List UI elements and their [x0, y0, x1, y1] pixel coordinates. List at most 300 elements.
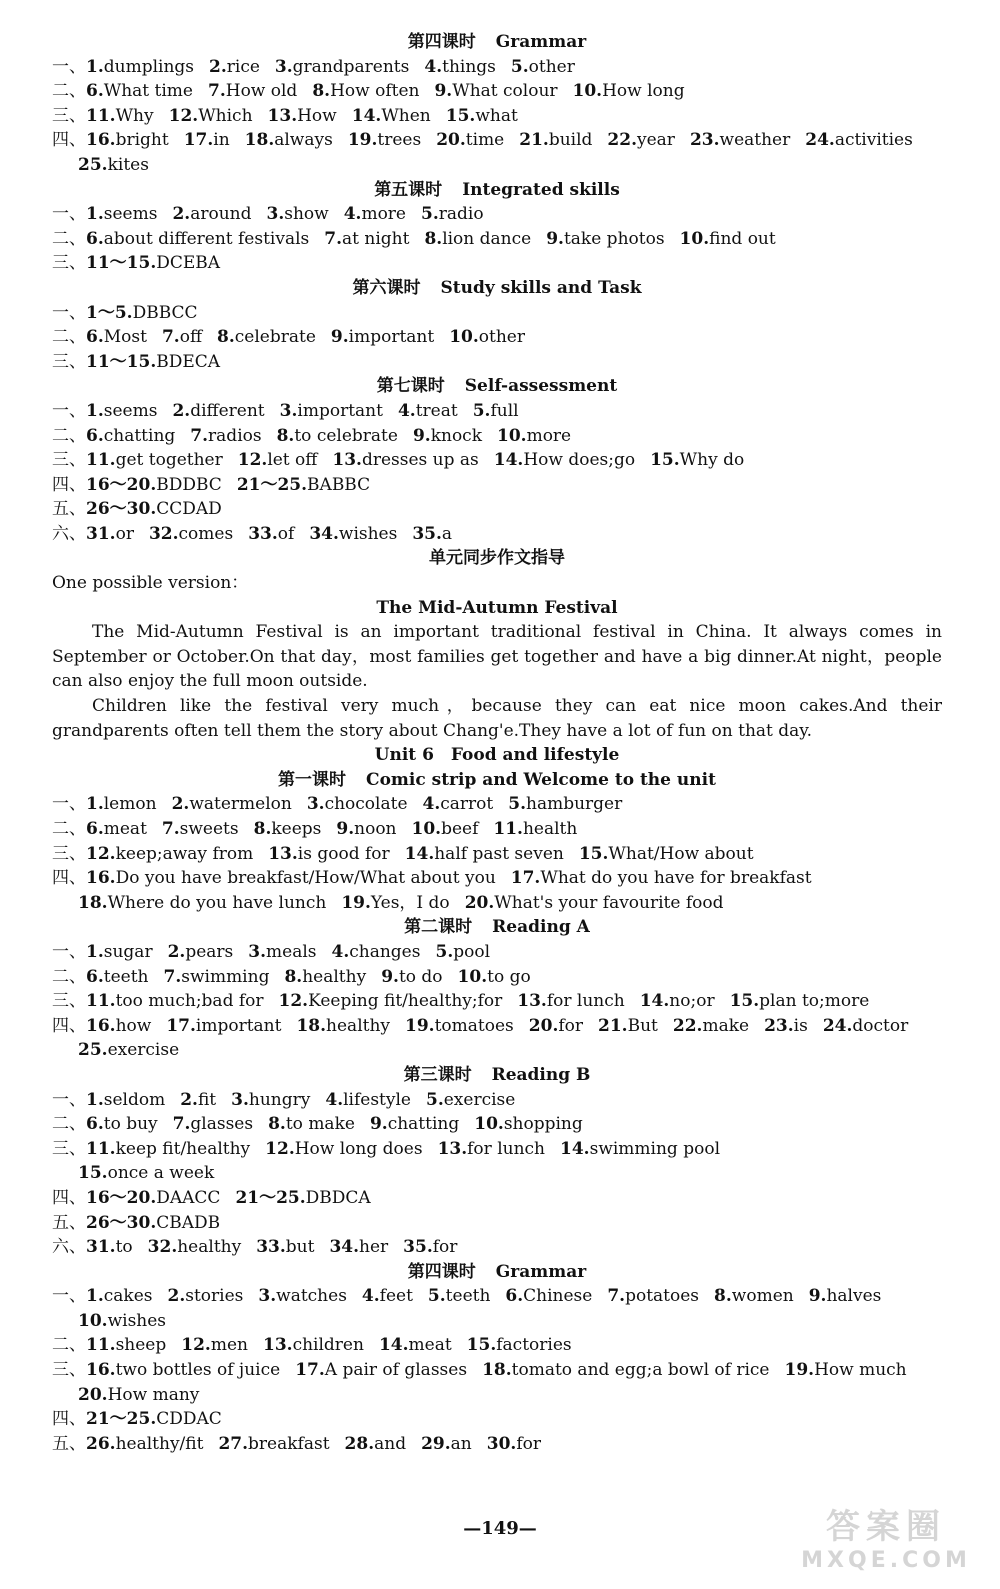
answer-number: 15.	[578, 843, 609, 864]
answer-line	[52, 448, 942, 473]
answer-text: half past seven	[434, 843, 564, 864]
answer-number: 6.	[86, 228, 104, 249]
answer-text: for	[432, 1237, 458, 1258]
answer-number: 23.	[689, 130, 720, 151]
section-heading-en: Grammar	[495, 1261, 587, 1282]
answer-item	[458, 965, 531, 990]
answer-item	[169, 104, 253, 129]
answer-line	[52, 1407, 942, 1432]
answer-number: 3.	[258, 1286, 277, 1307]
answer-number: 3.	[266, 204, 285, 225]
answer-number: 15.	[466, 1335, 497, 1356]
answer-item	[86, 1235, 133, 1260]
answer-text: chatting	[103, 425, 176, 446]
answer-number: 1.	[86, 941, 104, 962]
answer-part-label: 一、	[52, 794, 86, 815]
answer-item	[86, 325, 147, 350]
answer-text: to do	[398, 966, 443, 987]
answer-text: other	[478, 327, 525, 348]
answer-number: 19.	[341, 892, 371, 913]
answer-text: lion dance	[442, 228, 532, 249]
answer-text: more	[361, 204, 406, 225]
answer-text: Yes，I do	[370, 892, 450, 913]
answer-text: to make	[285, 1114, 355, 1135]
answer-number: 16.	[86, 868, 116, 889]
answer-text: watches	[276, 1286, 347, 1307]
answer-line	[52, 301, 942, 326]
answer-number: 3.	[274, 56, 293, 77]
answer-number: 13.	[437, 1138, 468, 1159]
section-heading-en: Integrated skills	[462, 179, 620, 200]
answer-part-label: 一、	[52, 1286, 86, 1307]
answer-item	[78, 1309, 166, 1334]
answer-item	[823, 1014, 908, 1039]
answer-item	[86, 522, 134, 547]
answer-item	[172, 399, 264, 424]
answer-number: 14.	[493, 450, 524, 471]
answer-number: 2.	[171, 794, 190, 815]
answer-number: 10.	[411, 819, 442, 839]
answer-number: 2.	[172, 400, 191, 421]
answer-item	[511, 866, 812, 891]
answer-text: pool	[453, 941, 491, 962]
answer-text: a	[441, 523, 453, 544]
answer-item	[511, 55, 575, 80]
answer-text: How	[297, 105, 337, 126]
watermark-url: MXQE.COM	[801, 1548, 971, 1573]
answer-part-label: 五、	[52, 1212, 86, 1233]
answer-part-label: 三、	[52, 351, 86, 372]
answer-text: important	[297, 400, 383, 421]
answer-text: grandparents	[292, 56, 410, 77]
answer-number: 14.	[560, 1138, 590, 1159]
answer-text: different	[190, 400, 265, 421]
answer-number: 22.	[672, 1015, 703, 1036]
answer-text: Which	[198, 105, 253, 126]
answer-item	[296, 1014, 390, 1039]
answer-text: get together	[115, 450, 223, 471]
answer-item	[312, 79, 419, 104]
answer-number: 5.	[510, 56, 529, 77]
answer-number: 10.	[457, 966, 488, 987]
answer-text: sheep	[115, 1335, 167, 1356]
answer-text: seems	[103, 400, 158, 421]
answer-text: dresses up as	[361, 450, 479, 471]
answer-number: 27.	[218, 1433, 249, 1454]
section-heading-cn: 第二课时	[404, 917, 473, 938]
answer-part-label: 三、	[52, 1360, 86, 1381]
answer-number: 19.	[784, 1360, 815, 1381]
answer-item	[805, 128, 913, 153]
answer-number: 32.	[147, 1237, 178, 1258]
answer-part-label: 二、	[52, 327, 86, 348]
answer-item	[607, 1284, 699, 1309]
answer-item	[325, 1088, 411, 1113]
answer-item	[467, 1333, 572, 1358]
section-heading-en: The Mid-Autumn Festival	[376, 597, 618, 618]
answer-number: 9.	[381, 966, 399, 987]
answer-item	[497, 424, 571, 449]
answer-item	[284, 965, 366, 990]
answer-part-label: 五、	[52, 1433, 86, 1454]
answer-number: 11.	[86, 105, 116, 126]
answer-item	[560, 1137, 720, 1162]
answer-number: 5.	[508, 794, 526, 815]
answer-text: once a week	[107, 1163, 215, 1184]
answer-text: cakes	[103, 1286, 153, 1307]
answer-number: 7.	[208, 81, 226, 102]
answer-item	[573, 79, 685, 104]
answer-text: meat	[103, 819, 147, 839]
answer-part-label: 五、	[52, 499, 86, 520]
answer-text: healthy	[326, 1015, 391, 1036]
answer-item	[424, 55, 496, 80]
answer-number: 4.	[422, 794, 441, 815]
answer-item	[217, 325, 316, 350]
answer-number: 9.	[546, 228, 564, 249]
section-heading	[52, 596, 942, 621]
answer-number: 20.	[464, 892, 495, 913]
answer-text: chatting	[387, 1114, 460, 1135]
answer-text: hungry	[248, 1089, 311, 1110]
answer-item	[86, 1432, 203, 1457]
answer-text: BDECA	[156, 351, 221, 372]
answer-text: healthy	[302, 966, 367, 987]
answer-number: 13.	[262, 1335, 293, 1356]
answer-item	[162, 325, 202, 350]
answer-item	[268, 104, 337, 129]
answer-number: 20.	[528, 1015, 559, 1036]
answer-item	[421, 202, 484, 227]
answer-number: 8.	[276, 425, 295, 446]
answer-item	[86, 1014, 151, 1039]
answer-text: What time	[103, 81, 193, 102]
answer-text: tomatoes	[434, 1015, 514, 1036]
answer-number: 7.	[161, 327, 180, 348]
section-heading-en: Grammar	[495, 32, 587, 52]
answer-text: always	[274, 130, 333, 151]
section-heading	[52, 276, 942, 301]
answer-item	[190, 424, 261, 449]
answer-item	[209, 55, 260, 80]
answer-item	[413, 424, 482, 449]
answer-text: lifestyle	[343, 1089, 411, 1110]
watermark-logo-text: 答案圈	[826, 1507, 946, 1547]
answer-part-label: 一、	[52, 400, 86, 421]
answer-line	[52, 1014, 942, 1039]
answer-item	[579, 842, 754, 867]
answer-text: potatoes	[625, 1286, 700, 1307]
answer-item	[86, 424, 175, 449]
section-heading-en: Comic strip and Welcome to the unit	[366, 769, 716, 790]
answer-number: 9.	[412, 425, 431, 446]
answer-number: 17.	[295, 1360, 325, 1381]
answer-text: things	[442, 56, 496, 77]
answer-item	[163, 965, 269, 990]
answer-number: 5.	[421, 204, 439, 225]
answer-number: 4.	[343, 204, 362, 225]
answer-item	[505, 1284, 592, 1309]
answer-item	[86, 448, 223, 473]
answer-item	[86, 473, 222, 498]
answer-item	[86, 1211, 220, 1236]
essay-paragraph: The Mid-Autumn Festival is an important traditional festival in China. It always comes in September or October.On that day，most families get together and have a big dinner.At night，people can also enjoy the full moon outside.	[52, 622, 942, 692]
answer-text: seems	[103, 204, 158, 225]
answer-text: around	[190, 204, 252, 225]
answer-number: 21～25.	[235, 1187, 306, 1208]
answer-number: 33.	[256, 1237, 286, 1258]
answer-text: comes	[178, 523, 234, 544]
answer-text: what	[475, 105, 518, 126]
answer-item	[86, 842, 253, 867]
answer-text: Do you have breakfast/How/What about you	[115, 868, 496, 889]
answer-text: How old	[225, 81, 298, 102]
answer-number: 1.	[86, 794, 104, 815]
answer-text: stories	[185, 1286, 244, 1307]
answer-item	[435, 940, 490, 965]
answer-text: swimming	[181, 966, 270, 987]
answer-text: healthy	[177, 1237, 242, 1258]
answer-item	[245, 128, 333, 153]
answer-number: 35.	[403, 1237, 433, 1258]
answer-item	[218, 1432, 329, 1457]
section-heading	[52, 30, 942, 55]
answer-line	[52, 497, 942, 522]
answer-item	[764, 1014, 808, 1039]
answer-line	[52, 1038, 942, 1063]
answer-item	[345, 1432, 407, 1457]
answer-part-label: 一、	[52, 56, 86, 77]
answer-number: 21.	[598, 1015, 628, 1036]
answer-number: 1.	[86, 1089, 104, 1110]
answer-text: radio	[438, 204, 484, 225]
answer-number: 15.	[650, 450, 680, 471]
answer-text: What do you have for breakfast	[540, 868, 812, 889]
answer-number: 31.	[86, 1237, 116, 1258]
answer-item	[78, 1383, 199, 1408]
answer-item	[331, 325, 434, 350]
answer-item	[336, 817, 396, 842]
answer-item	[168, 940, 234, 965]
answer-text: to celebrate	[294, 425, 398, 446]
answer-item	[650, 448, 744, 473]
answer-item	[86, 55, 194, 80]
answer-line	[52, 817, 942, 842]
answer-line	[52, 1137, 942, 1162]
answer-text: no;or	[669, 991, 715, 1012]
answer-item	[172, 202, 251, 227]
answer-item	[482, 1358, 769, 1383]
answer-part-label: 三、	[52, 450, 86, 471]
answer-text: in	[213, 130, 230, 151]
answer-text: tomato and egg;a bowl of rice	[511, 1360, 770, 1381]
answer-item	[86, 866, 496, 891]
answer-item	[258, 1284, 347, 1309]
answer-text: What colour	[452, 81, 558, 102]
answer-item	[423, 792, 494, 817]
answer-text: How long	[602, 81, 685, 102]
answer-text: full	[490, 400, 519, 421]
answer-line	[52, 965, 942, 990]
answer-number: 22.	[607, 130, 637, 151]
answer-number: 11.	[86, 1335, 116, 1356]
answer-text: When	[381, 105, 431, 126]
answer-item	[280, 399, 383, 424]
section-heading	[52, 1063, 942, 1088]
answer-item	[277, 424, 398, 449]
answer-text: of	[277, 523, 295, 544]
answer-number: 18.	[482, 1360, 512, 1381]
answer-number: 19.	[347, 130, 378, 151]
answer-number: 31.	[86, 523, 116, 544]
answer-number: 7.	[172, 1114, 191, 1135]
answer-item	[529, 1014, 583, 1039]
answer-number: 24.	[822, 1015, 853, 1036]
answer-line	[52, 1358, 942, 1383]
answer-number: 20.	[78, 1384, 108, 1405]
answer-number: 30.	[486, 1433, 517, 1454]
answer-item	[86, 128, 169, 153]
answer-text: important	[348, 327, 435, 348]
answer-item	[86, 350, 220, 375]
answer-text: CBADB	[156, 1212, 221, 1233]
answer-text: pears	[185, 941, 234, 962]
answer-line	[52, 866, 942, 891]
answer-number: 10.	[78, 1310, 108, 1331]
answer-item	[690, 128, 790, 153]
answer-item	[341, 891, 449, 916]
answer-item	[248, 522, 294, 547]
answer-item	[86, 202, 157, 227]
answer-number: 17.	[183, 130, 214, 151]
answer-part-label: 四、	[52, 1015, 86, 1036]
answer-text: halves	[826, 1286, 882, 1307]
answer-number: 16～20.	[86, 1187, 157, 1208]
answer-item	[546, 227, 664, 252]
answer-part-label: 四、	[52, 868, 86, 889]
answer-line	[52, 1235, 942, 1260]
answer-part-label: 二、	[52, 228, 86, 249]
essay-intro: One possible version：	[52, 573, 249, 594]
answer-text: for lunch	[467, 1138, 546, 1159]
answer-part-label: 三、	[52, 843, 86, 864]
answer-item	[86, 104, 154, 129]
answer-text: to go	[487, 966, 531, 987]
answer-item	[508, 792, 622, 817]
answer-text: healthy/fit	[115, 1433, 204, 1454]
answer-item	[607, 128, 675, 153]
answer-number: 3.	[306, 794, 325, 815]
answer-number: 11～15.	[86, 351, 157, 372]
answer-item	[405, 842, 564, 867]
answer-number: 17.	[510, 868, 541, 889]
answer-line	[52, 424, 942, 449]
answer-item	[412, 522, 452, 547]
answer-number: 7.	[190, 425, 209, 446]
answer-number: 33.	[248, 523, 278, 544]
answer-number: 16.	[86, 1015, 116, 1036]
answer-text: show	[284, 204, 329, 225]
answer-number: 1.	[86, 56, 104, 77]
answer-item	[268, 1112, 355, 1137]
section-heading-en: Study skills and Task	[440, 277, 642, 298]
answer-number: 1.	[86, 400, 104, 421]
answer-text: Why do	[679, 450, 745, 471]
answer-text: time	[465, 130, 505, 151]
answer-page	[52, 30, 942, 1456]
answer-number: 6.	[86, 425, 104, 446]
answer-item	[426, 1088, 515, 1113]
answer-item	[434, 79, 557, 104]
answer-number: 14.	[404, 843, 435, 864]
answer-item	[465, 891, 724, 916]
answer-text: DBDCA	[305, 1187, 371, 1208]
answer-item	[279, 989, 503, 1014]
answer-text: doctor	[852, 1015, 909, 1036]
answer-text: keeps	[271, 819, 322, 839]
answer-item	[208, 79, 297, 104]
answer-text: lemon	[103, 794, 157, 815]
answer-number: 10.	[497, 425, 527, 446]
answer-number: 25.	[78, 1040, 108, 1061]
answer-item	[86, 965, 148, 990]
answer-text: watermelon	[189, 794, 292, 815]
answer-number: 32.	[148, 523, 179, 544]
answer-text: factories	[496, 1335, 572, 1356]
answer-part-label: 二、	[52, 1335, 86, 1356]
answer-item	[254, 817, 322, 842]
answer-text: A pair of glasses	[324, 1360, 468, 1381]
answer-text: CCDAD	[156, 499, 222, 520]
section-heading-cn: 第四课时	[407, 32, 476, 52]
answer-item	[344, 202, 406, 227]
answer-item	[180, 1088, 216, 1113]
answer-text: off	[179, 327, 203, 348]
answer-number: 21.	[519, 130, 549, 151]
answer-item	[149, 522, 233, 547]
answer-text: exercise	[443, 1089, 516, 1110]
answer-number: 18.	[244, 130, 275, 151]
answer-text: DCEBA	[156, 253, 221, 274]
answer-item	[166, 1014, 281, 1039]
answer-text: keep fit/healthy	[115, 1138, 251, 1159]
answer-item	[86, 79, 193, 104]
answer-item	[714, 1284, 794, 1309]
answer-item	[381, 965, 442, 990]
section-heading-cn: 单元同步作文指导	[429, 548, 565, 569]
answer-item	[248, 940, 316, 965]
answer-item	[324, 227, 409, 252]
answer-number: 16.	[86, 130, 116, 151]
answer-text: celebrate	[234, 327, 316, 348]
answer-line	[52, 227, 942, 252]
answer-part-label: 四、	[52, 474, 86, 495]
answer-number: 20.	[436, 130, 466, 151]
answer-item	[266, 202, 328, 227]
answer-text: chocolate	[324, 794, 408, 815]
answer-item	[231, 1088, 310, 1113]
answer-text: fit	[197, 1089, 217, 1110]
section-heading-en: Self-assessment	[464, 376, 618, 397]
answer-item	[168, 1284, 244, 1309]
section-heading	[52, 1260, 942, 1285]
answer-number: 8.	[284, 966, 303, 987]
answer-number: 26.	[86, 1433, 116, 1454]
answer-text: DBBCC	[132, 302, 198, 323]
answer-number: 8.	[268, 1114, 286, 1135]
answer-text: men	[210, 1335, 248, 1356]
answer-number: 1～5.	[86, 302, 133, 323]
